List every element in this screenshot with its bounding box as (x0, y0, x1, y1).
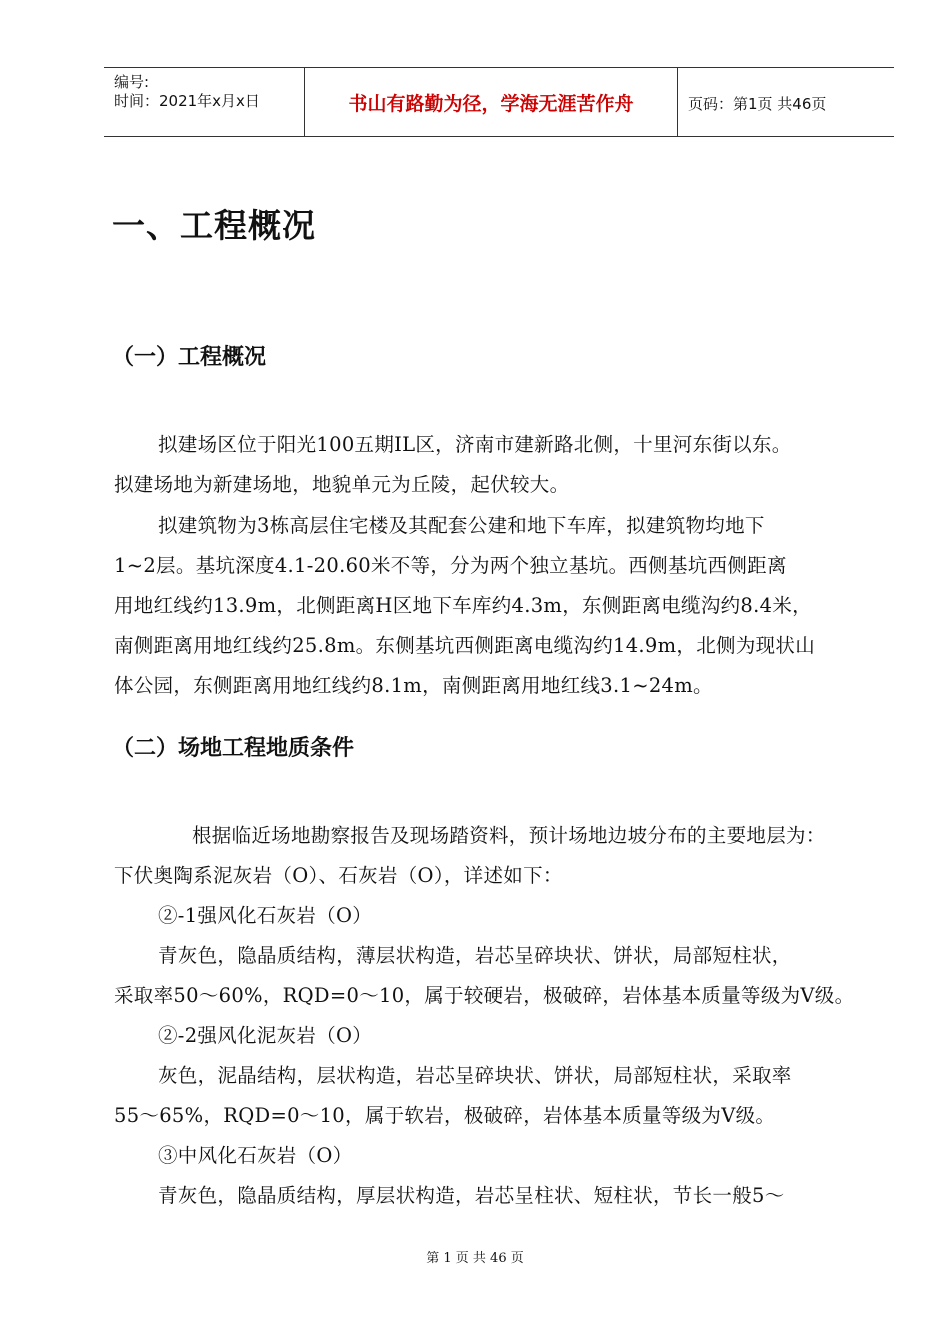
page-footer: 第 1 页 共 46 页 (426, 1251, 524, 1266)
paragraph-line: 拟建场地为新建场地，地貌单元为丘陵，起伏较大。 (114, 473, 570, 496)
paragraph-line: 根据临近场地勘察报告及现场踏资料，预计场地边坡分布的主要地层为： (192, 824, 826, 847)
paragraph-line: 青灰色，隐晶质结构，薄层状构造，岩芯呈碎块状、饼状，局部短柱状， (158, 944, 792, 967)
paragraph-line: 55～65%，RQD=0～10，属于软岩，极破碎，岩体基本质量等级为Ⅴ级。 (114, 1104, 776, 1127)
page-header (104, 67, 894, 137)
date-line: 时间：2021年x月x日 (114, 92, 260, 110)
page-info: 页码：第1页 共46页 (688, 95, 827, 113)
paragraph-line: 拟建场区位于阳光100五期IL区，济南市建新路北侧，十里河东街以东。 (158, 433, 792, 456)
paragraph-line: 1~2层。基坑深度4.1-20.60米不等，分为两个独立基坑。西侧基坑西侧距离 (114, 554, 787, 577)
paragraph-line: 下伏奥陶系泥灰岩（O）、石灰岩（O），详述如下： (114, 864, 563, 887)
code-label: 编号: (114, 73, 150, 91)
paragraph-line: 南侧距离用地红线约25.8m。东侧基坑西侧距离电缆沟约14.9m，北侧为现状山 (114, 634, 816, 657)
paragraph-line: 用地红线约13.9m，北侧距离H区地下车库约4.3m，东侧距离电缆沟约8.4米， (114, 594, 812, 617)
paragraph-line: 灰色，泥晶结构，层状构造，岩芯呈碎块状、饼状，局部短柱状，采取率 (158, 1064, 792, 1087)
document-title: 一、工程概况 (112, 206, 316, 245)
paragraph-line: ③中风化石灰岩（O） (158, 1144, 353, 1167)
paragraph-line: ②-1强风化石灰岩（O） (158, 904, 373, 927)
paragraph-line: 体公园，东侧距离用地红线约8.1m，南侧距离用地红线3.1~24m。 (114, 674, 713, 697)
header-meta-cell (104, 68, 305, 136)
paragraph-line: ②-2强风化泥灰岩（O） (158, 1024, 373, 1047)
paragraph-line: 采取率50～60%，RQD=0～10，属于较硬岩，极破碎，岩体基本质量等级为Ⅴ级。 (114, 984, 855, 1007)
paragraph-line: 青灰色，隐晶质结构，厚层状构造，岩芯呈柱状、短柱状，节长一般5～ (158, 1184, 785, 1207)
motto: 书山有路勤为径，学海无涯苦作舟 (305, 68, 678, 136)
section1-heading: （一）工程概况 (112, 345, 267, 370)
page-info-cell (678, 68, 894, 136)
section2-heading: （二）场地工程地质条件 (112, 736, 355, 761)
paragraph-line: 拟建筑物为3栋高层住宅楼及其配套公建和地下车库，拟建筑物均地下 (158, 514, 765, 537)
